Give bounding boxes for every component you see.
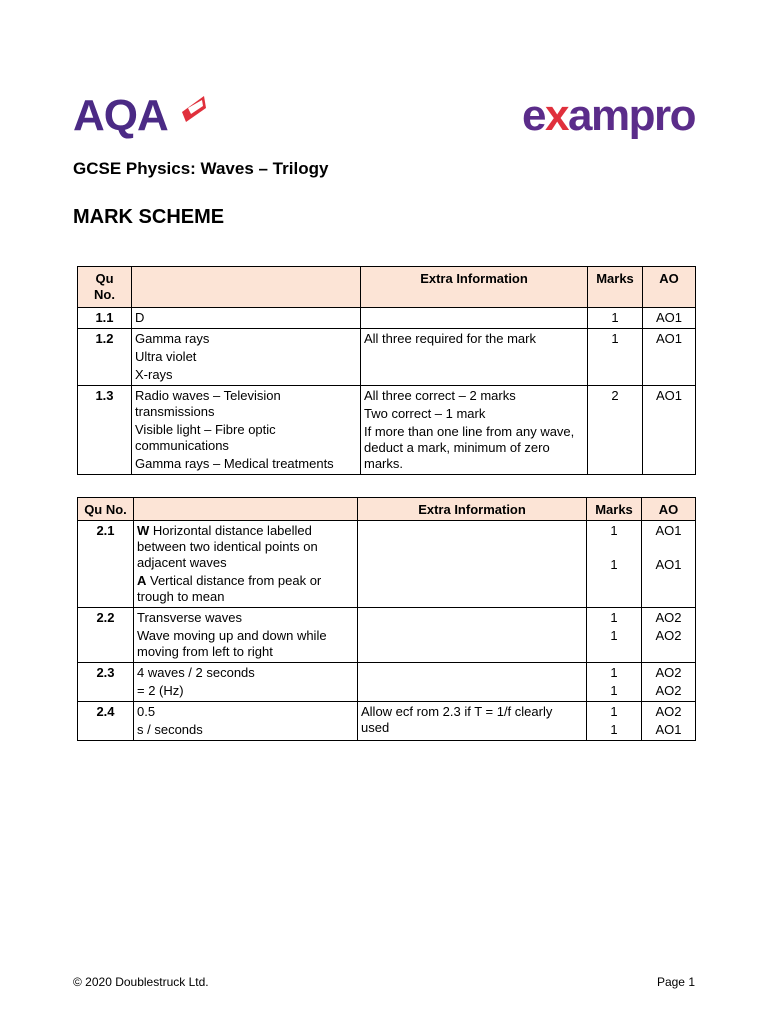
ao-value: AO1 bbox=[655, 388, 682, 403]
extra-information-line: If more than one line from any wave, deduct a mark, minimum of zero marks. bbox=[364, 424, 575, 471]
ao-cell bbox=[642, 663, 696, 702]
aqa-leaf-icon bbox=[176, 92, 210, 130]
exampro-logo-x: x bbox=[545, 91, 569, 140]
answer-line: Ultra violet bbox=[135, 349, 197, 364]
marks-cell bbox=[588, 386, 643, 475]
question-number: 2.1 bbox=[78, 521, 134, 608]
extra-information-cell bbox=[361, 386, 588, 475]
header-extra-information: Extra Information bbox=[361, 267, 588, 308]
ao-cell bbox=[642, 521, 696, 608]
answer-line: 0.5 bbox=[137, 704, 156, 719]
ao-value: AO1 bbox=[655, 722, 682, 737]
ao-value: AO2 bbox=[655, 610, 682, 625]
header-answer bbox=[134, 498, 358, 521]
ao-cell bbox=[643, 308, 696, 329]
extra-information-line: Two correct – 1 mark bbox=[364, 406, 486, 421]
marks-cell bbox=[587, 521, 642, 608]
mark-scheme-table-2 bbox=[77, 497, 696, 741]
mark-value: 2 bbox=[611, 388, 619, 403]
answer-line: Gamma rays bbox=[135, 331, 210, 346]
answer-cell bbox=[132, 308, 361, 329]
marks-cell bbox=[587, 702, 642, 741]
answer-text: Vertical distance from peak or trough to mean bbox=[137, 573, 322, 604]
extra-information-line: Allow ecf rom 2.3 if T = 1/f clearly used bbox=[361, 704, 553, 735]
answer-cell bbox=[132, 386, 361, 475]
answer-line: s / seconds bbox=[137, 722, 203, 737]
mark-value: 1 bbox=[610, 557, 618, 572]
answer-line: 4 waves / 2 seconds bbox=[137, 665, 255, 680]
answer-cell bbox=[134, 663, 358, 702]
table-row bbox=[78, 308, 696, 329]
header-answer bbox=[132, 267, 361, 308]
question-number: 2.3 bbox=[78, 663, 134, 702]
extra-information-cell bbox=[358, 608, 587, 663]
mark-scheme-table-1 bbox=[77, 266, 696, 475]
mark-value: 1 bbox=[610, 704, 618, 719]
ao-value: AO2 bbox=[655, 665, 682, 680]
ao-value: AO1 bbox=[655, 331, 682, 346]
aqa-logo-text: AQA bbox=[73, 91, 168, 140]
answer-line: D bbox=[135, 310, 145, 325]
ao-value: AO2 bbox=[655, 683, 682, 698]
extra-information-cell bbox=[361, 329, 588, 386]
mark-value: 1 bbox=[610, 722, 618, 737]
ao-cell bbox=[643, 386, 696, 475]
table-row bbox=[78, 663, 696, 702]
ao-cell bbox=[642, 702, 696, 741]
answer-cell bbox=[134, 521, 358, 608]
mark-value: 1 bbox=[611, 331, 619, 346]
extra-information-cell bbox=[358, 521, 587, 608]
ao-value: AO1 bbox=[655, 310, 682, 325]
answer-line: Visible light – Fibre optic communications bbox=[135, 422, 276, 453]
answer-line bbox=[137, 573, 354, 605]
extra-information-line: All three correct – 2 marks bbox=[364, 388, 516, 403]
mark-value: 1 bbox=[610, 628, 618, 643]
document-subtitle: GCSE Physics: Waves – Trilogy bbox=[73, 159, 329, 178]
answer-cell bbox=[134, 702, 358, 741]
footer-page-number: Page 1 bbox=[656, 975, 695, 989]
table-row bbox=[78, 702, 696, 741]
header-qu-no: Qu No. bbox=[78, 498, 134, 521]
header-marks: Marks bbox=[587, 498, 642, 521]
extra-information-cell bbox=[358, 702, 587, 741]
answer-line: Wave moving up and down while moving from left to right bbox=[137, 628, 327, 659]
table-row bbox=[78, 521, 696, 608]
answer-key-letter: W bbox=[137, 523, 150, 538]
answer-line: X-rays bbox=[135, 367, 173, 382]
mark-value: 1 bbox=[610, 665, 618, 680]
exampro-logo bbox=[522, 92, 695, 140]
answer-line bbox=[137, 523, 354, 571]
ao-cell bbox=[643, 329, 696, 386]
page-title: MARK SCHEME bbox=[73, 206, 225, 228]
extra-information-cell bbox=[361, 308, 588, 329]
answer-text: Horizontal distance labelled between two identical points on adjacent waves bbox=[137, 523, 318, 570]
header-qu-no: Qu No. bbox=[78, 267, 132, 308]
ao-value: AO2 bbox=[655, 628, 682, 643]
mark-value: 1 bbox=[610, 683, 618, 698]
table-header-row bbox=[78, 498, 696, 521]
answer-line: Transverse waves bbox=[137, 610, 242, 625]
mark-value: 1 bbox=[610, 523, 618, 538]
marks-cell bbox=[587, 663, 642, 702]
question-number: 2.4 bbox=[78, 702, 134, 741]
exampro-logo-text: exampro bbox=[522, 91, 695, 140]
header-marks: Marks bbox=[588, 267, 643, 308]
answer-line: Radio waves – Television transmissions bbox=[135, 388, 281, 419]
question-number: 2.2 bbox=[78, 608, 134, 663]
question-number: 1.2 bbox=[78, 329, 132, 386]
ao-value: AO2 bbox=[655, 704, 682, 719]
footer-copyright: © 2020 Doublestruck Ltd. bbox=[73, 975, 209, 989]
header-ao: AO bbox=[642, 498, 696, 521]
mark-value: 1 bbox=[611, 310, 619, 325]
mark-value: 1 bbox=[610, 610, 618, 625]
table-header-row bbox=[78, 267, 696, 308]
answer-line: = 2 (Hz) bbox=[137, 683, 184, 698]
answer-cell bbox=[134, 608, 358, 663]
answer-cell bbox=[132, 329, 361, 386]
extra-information-cell bbox=[358, 663, 587, 702]
question-number: 1.1 bbox=[78, 308, 132, 329]
marks-cell bbox=[587, 608, 642, 663]
header-ao: AO bbox=[643, 267, 696, 308]
marks-cell bbox=[588, 308, 643, 329]
marks-cell bbox=[588, 329, 643, 386]
aqa-logo bbox=[73, 92, 168, 138]
answer-line: Gamma rays – Medical treatments bbox=[135, 456, 334, 471]
table-row bbox=[78, 386, 696, 475]
header-extra-information: Extra Information bbox=[358, 498, 587, 521]
ao-cell bbox=[642, 608, 696, 663]
table-row bbox=[78, 608, 696, 663]
extra-information-line: All three required for the mark bbox=[364, 331, 536, 346]
answer-key-letter: A bbox=[137, 573, 147, 588]
ao-value: AO1 bbox=[655, 557, 682, 572]
question-number: 1.3 bbox=[78, 386, 132, 475]
ao-value: AO1 bbox=[655, 523, 682, 538]
table-row bbox=[78, 329, 696, 386]
